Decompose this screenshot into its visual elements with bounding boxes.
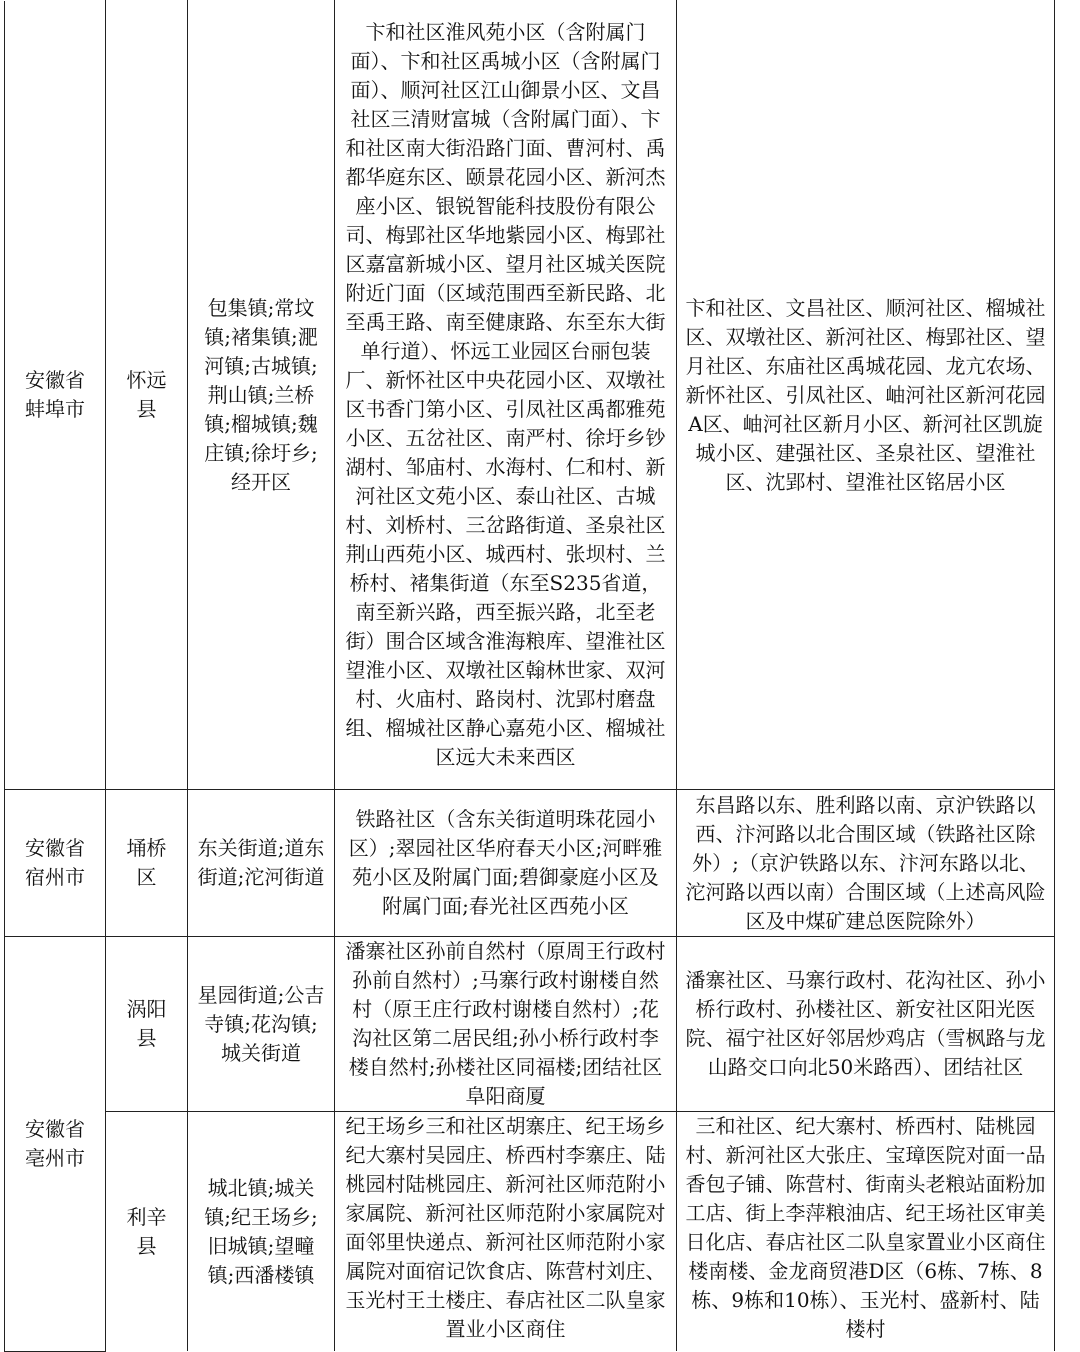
high-risk-text: 潘寨社区孙前自然村（原周王行政村孙前自然村）;马寨行政村谢楼自然村（原王庄行政村谢楼自然村）;花沟社区第二居民组;孙小桥行政村李楼自然村;孙楼社区同福楼;团结社区阜阳商厦: [345, 939, 666, 1108]
high-risk-cell: [335, 1112, 677, 1352]
table-row-bozhou-guoyang: [5, 937, 1055, 1112]
mid-risk-cell: [677, 1, 1055, 790]
county-name: 涡阳 县: [126, 997, 167, 1050]
table-row-bengbu-huaiyuan: [5, 1, 1055, 790]
mid-risk-cell: [677, 1112, 1055, 1352]
city-name: 安徽省 蚌埠市: [25, 368, 85, 421]
high-risk-text: 卞和社区淮风苑小区（含附属门面）、卞和社区禹城小区（含附属门面）、顺河社区江山御景小区、文昌社区三清财富城（含附属门面）、卞和社区南大街沿路门面、曹河村、禹都华庭东区、颐景花园小区、新河杰座小区、银锐智能科技股份有限公司、梅郢社区华地紫园小区、梅郢社区嘉富新城小区、望月社区城关医院附近门面（区域范围西至新民路、北至禹王路、南至健康路、东至东大街单行道）、怀远工业园区台丽包装厂、新怀社区中央花园小区、双墩社区书香门第小区、引凤社区禹都雅苑小区、五岔社区、南严村、徐圩乡钞湖村、邹庙村、水海村、仁和村、新河社区文苑小区、泰山社区、古城村、刘桥村、三岔路街道、圣泉社区荆山西苑小区、城西村、张坝村、兰桥村、褚集街道（东至S235省道，南至新兴路，西至振兴路，北至老街）围合区域含淮海粮库、望淮社区望淮小区、双墩社区翰林世家、双河村、火庙村、路岗村、沈郢村磨盘组、榴城社区静心嘉苑小区、榴城社区远大未来西区: [345, 20, 666, 769]
county-cell: [106, 790, 188, 937]
mid-risk-text: 东昌路以东、胜利路以南、京沪铁路以西、汴河路以北合围区域（铁路社区除外）;（京沪铁路以东、汴河东路以北、沱河路以西以南）合围区域（上述高风险区及中煤矿建总医院除外）: [685, 792, 1046, 933]
table-row-bozhou-lixin: [5, 1112, 1055, 1352]
high-risk-cell: [335, 937, 677, 1112]
towns-cell: [188, 1112, 335, 1352]
county-cell: [106, 1112, 188, 1352]
table-row-suzhou-yongqiao: [5, 790, 1055, 937]
towns-text: 东关街道;道东街道;沱河街道: [197, 836, 325, 889]
high-risk-cell: [335, 1, 677, 790]
county-name: 埇桥 区: [126, 836, 167, 889]
county-name: 怀远 县: [126, 368, 167, 421]
towns-cell: [188, 790, 335, 937]
mid-risk-cell: [677, 790, 1055, 937]
county-cell: [106, 1, 188, 790]
towns-text: 包集镇;常坟镇;褚集镇;淝河镇;古城镇;荆山镇;兰桥镇;榴城镇;魏庄镇;徐圩乡;经开区: [204, 295, 318, 494]
city-cell: [5, 790, 106, 937]
towns-cell: [188, 1, 335, 790]
mid-risk-text: 三和社区、纪大寨村、桥西村、陆桃园村、新河社区大张庄、宝璋医院对面一品香包子铺、陈营村、街南头老粮站面粉加工店、街上李萍粮油店、纪王场社区审美日化店、春店社区二队皇家置业小区商住楼南楼、金龙商贸港D区（6栋、7栋、8栋、9栋和10栋）、玉光村、盛新村、陆楼村: [685, 1114, 1046, 1341]
towns-text: 星园街道;公吉寺镇;花沟镇;城关街道: [197, 982, 325, 1065]
county-name: 利辛 县: [126, 1204, 167, 1258]
high-risk-text: 纪王场乡三和社区胡寨庄、纪王场乡纪大寨村吴园庄、桥西村李寨庄、陆桃园村陆桃园庄、新河社区师范附小家属院、新河社区师范附小家属院对面邻里快递点、新河社区师范附小家属院对面宿记饮食店、陈营村刘庄、玉光村王土楼庄、春店社区二队皇家置业小区商住: [345, 1114, 666, 1341]
mid-risk-text: 卞和社区、文昌社区、顺河社区、榴城社区、双墩社区、新河社区、梅郢社区、望月社区、东庙社区禹城花园、龙亢农场、新怀社区、引凤社区、岫河社区新河花园A区、岫河社区新月小区、新河社区凯旋城小区、建强社区、圣泉社区、望淮社区、沈郢村、望淮社区铭居小区: [685, 295, 1046, 494]
risk-area-table: [4, 0, 1055, 1352]
city-name: 安徽省 宿州市: [25, 836, 85, 889]
towns-cell: [188, 937, 335, 1112]
county-cell: [106, 937, 188, 1112]
towns-text: 城北镇;城关镇;纪王场乡;旧城镇;望疃镇;西潘楼镇: [204, 1175, 318, 1287]
high-risk-cell: [335, 790, 677, 937]
city-cell: [5, 1, 106, 790]
mid-risk-cell: [677, 937, 1055, 1112]
high-risk-text: 铁路社区（含东关街道明珠花园小区）;翠园社区华府春天小区;河畔雅苑小区及附属门面;碧御豪庭小区及附属门面;春光社区西苑小区: [348, 807, 663, 918]
mid-risk-text: 潘寨社区、马寨行政村、花沟社区、孙小桥行政村、孙楼社区、新安社区阳光医院、福宁社区好邻居炒鸡店（雪枫路与龙山路交口向北50米路西）、团结社区: [685, 968, 1046, 1079]
city-name: 安徽省 亳州市: [25, 1117, 85, 1170]
city-cell: [5, 937, 106, 1352]
